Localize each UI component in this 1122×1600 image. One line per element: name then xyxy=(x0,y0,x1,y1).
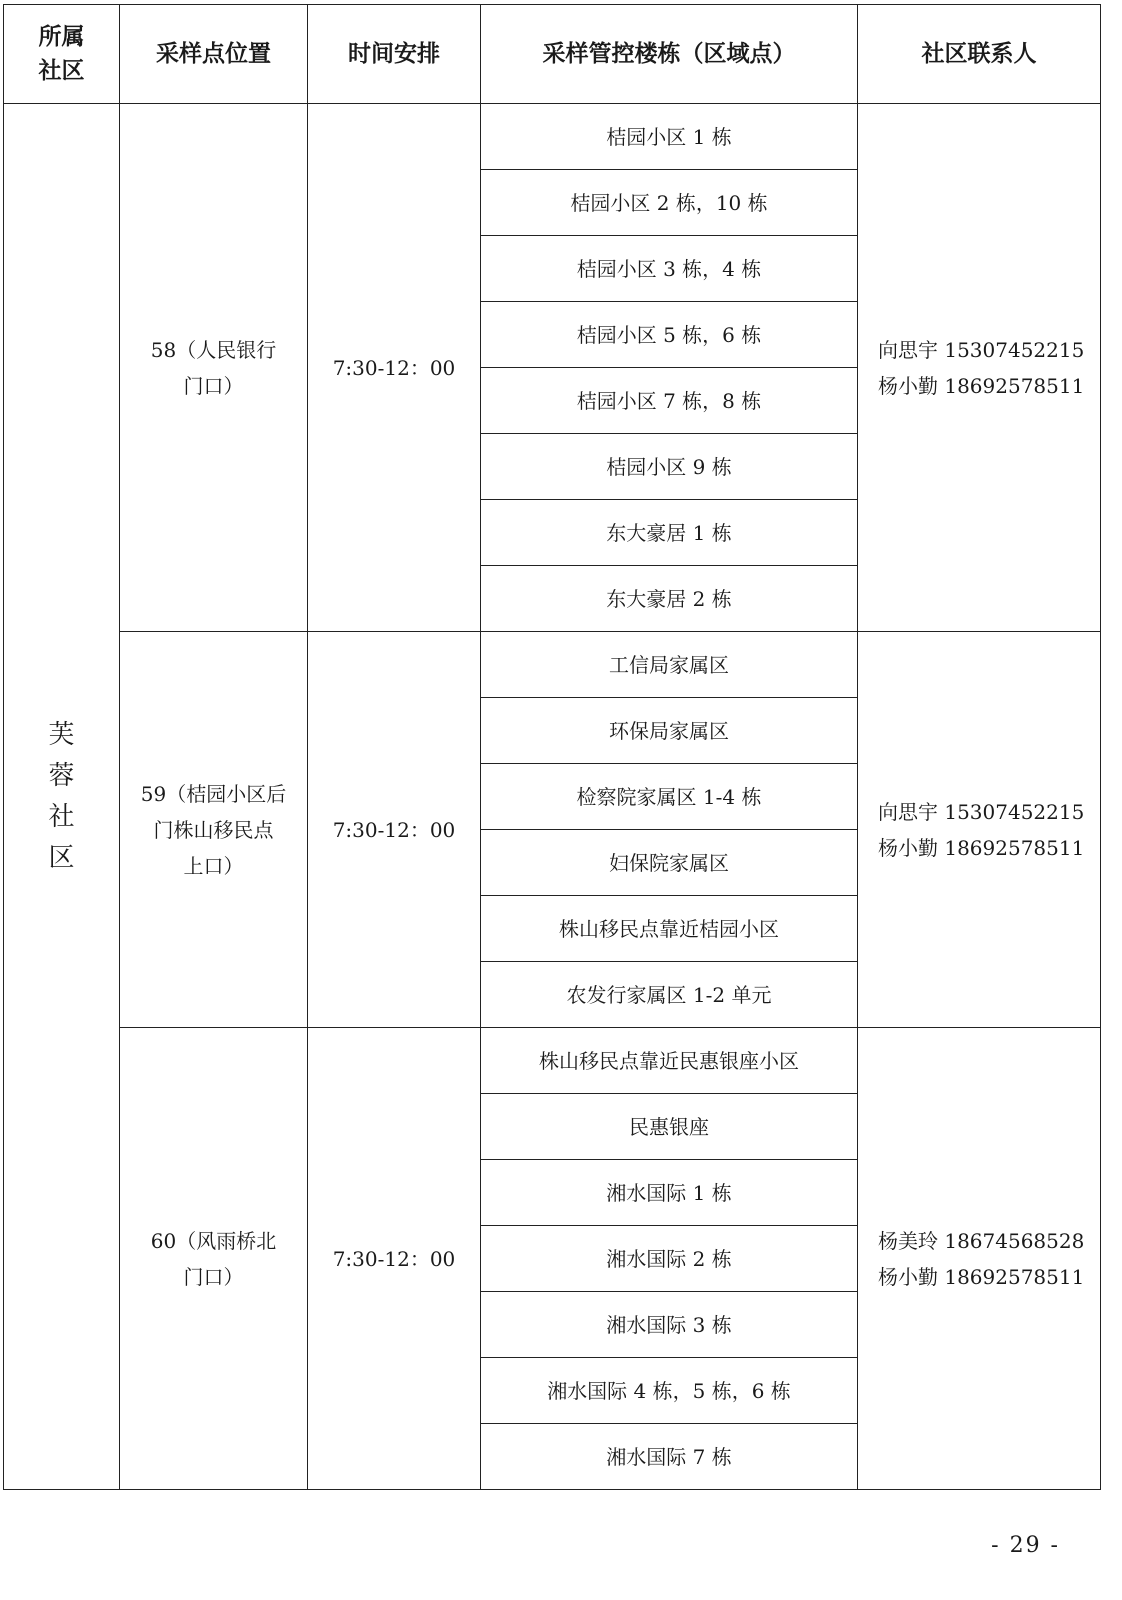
header-site: 采样点位置 xyxy=(120,5,308,104)
table-row xyxy=(4,1028,1101,1094)
area-cell: 工信局家属区 xyxy=(481,632,858,698)
area-cell: 桔园小区 9 栋 xyxy=(481,434,858,500)
time-cell: 7:30-12：00 xyxy=(308,104,481,632)
area-cell: 桔园小区 5 栋，6 栋 xyxy=(481,302,858,368)
area-cell: 民惠银座 xyxy=(481,1094,858,1160)
area-cell: 湘水国际 1 栋 xyxy=(481,1160,858,1226)
area-cell: 桔园小区 7 栋，8 栋 xyxy=(481,368,858,434)
area-cell: 湘水国际 2 栋 xyxy=(481,1226,858,1292)
header-community: 所属 社区 xyxy=(4,5,120,104)
site-cell: 59（桔园小区后 门株山移民点 上口） xyxy=(120,632,308,1028)
area-cell: 东大豪居 1 栋 xyxy=(481,500,858,566)
area-cell: 株山移民点靠近桔园小区 xyxy=(481,896,858,962)
site-cell: 58（人民银行 门口） xyxy=(120,104,308,632)
area-cell: 检察院家属区 1-4 栋 xyxy=(481,764,858,830)
contact-cell: 杨美玲 18674568528 杨小勤 18692578511 xyxy=(858,1028,1101,1490)
time-cell: 7:30-12：00 xyxy=(308,1028,481,1490)
area-cell: 湘水国际 3 栋 xyxy=(481,1292,858,1358)
table-row xyxy=(4,632,1101,698)
site-cell: 60（风雨桥北 门口） xyxy=(120,1028,308,1490)
area-cell: 东大豪居 2 栋 xyxy=(481,566,858,632)
time-cell: 7:30-12：00 xyxy=(308,632,481,1028)
area-cell: 环保局家属区 xyxy=(481,698,858,764)
sampling-schedule-table xyxy=(3,4,1101,1490)
area-cell: 桔园小区 2 栋，10 栋 xyxy=(481,170,858,236)
contact-cell: 向思宇 15307452215 杨小勤 18692578511 xyxy=(858,632,1101,1028)
header-time: 时间安排 xyxy=(308,5,481,104)
area-cell: 湘水国际 4 栋，5 栋，6 栋 xyxy=(481,1358,858,1424)
area-cell: 湘水国际 7 栋 xyxy=(481,1424,858,1490)
community-cell: 芙 蓉 社 区 xyxy=(4,104,120,1490)
header-row xyxy=(4,5,1101,104)
header-areas: 采样管控楼栋（区域点） xyxy=(481,5,858,104)
area-cell: 妇保院家属区 xyxy=(481,830,858,896)
area-cell: 株山移民点靠近民惠银座小区 xyxy=(481,1028,858,1094)
area-cell: 农发行家属区 1-2 单元 xyxy=(481,962,858,1028)
area-cell: 桔园小区 1 栋 xyxy=(481,104,858,170)
area-cell: 桔园小区 3 栋，4 栋 xyxy=(481,236,858,302)
header-contact: 社区联系人 xyxy=(858,5,1101,104)
table-row xyxy=(4,104,1101,170)
page-number: - 29 - xyxy=(991,1533,1060,1558)
contact-cell: 向思宇 15307452215 杨小勤 18692578511 xyxy=(858,104,1101,632)
